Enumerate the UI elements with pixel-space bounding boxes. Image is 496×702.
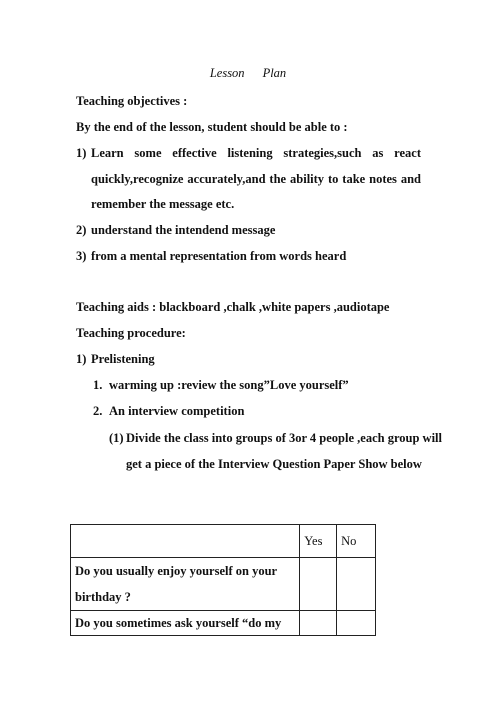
objective-1-line-2: quickly,recognize accurately,and the ability to take notes and <box>91 172 421 186</box>
step-1-number: 1. <box>93 378 103 392</box>
objective-3-number: 3) <box>76 249 87 263</box>
objective-1-line-1: Learn some effective listening strategies,such as react <box>91 146 421 160</box>
yes-cell <box>300 558 337 611</box>
substep-1-number: (1) <box>109 431 124 445</box>
title-word-2: Plan <box>262 66 287 80</box>
objective-1-number: 1) <box>76 146 87 160</box>
objectives-intro: By the end of the lesson, student should be able to : <box>76 120 348 134</box>
header-yes-cell: Yes <box>300 525 337 558</box>
question-1-line-2: birthday ? <box>75 590 131 604</box>
page-title <box>0 66 496 81</box>
question-cell <box>71 558 300 611</box>
table-header-row <box>71 525 376 558</box>
step-2-number: 2. <box>93 404 103 418</box>
procedure-heading: Teaching procedure: <box>76 326 186 340</box>
objectives-heading: Teaching objectives : <box>76 94 188 108</box>
procedure-1-number: 1) <box>76 352 87 366</box>
header-no-cell: No <box>337 525 376 558</box>
header-question-cell <box>71 525 300 558</box>
question-cell <box>71 611 300 636</box>
title-word-1: Lesson <box>209 66 245 80</box>
question-1-line-1: Do you usually enjoy yourself on your <box>75 564 278 578</box>
question-2-line-1: Do you sometimes ask yourself “do my <box>75 615 282 630</box>
objective-2-text: understand the intendend message <box>91 223 276 237</box>
teaching-aids: Teaching aids : blackboard ,chalk ,white papers ,audiotape <box>76 300 390 314</box>
yes-cell <box>300 611 337 636</box>
step-1-text: warming up :review the song”Love yourself” <box>109 378 349 392</box>
table-row <box>71 558 376 611</box>
substep-1-line-1: Divide the class into groups of 3or 4 people ,each group will <box>126 431 442 445</box>
table-row <box>71 611 376 636</box>
substep-1-line-2: get a piece of the Interview Question Paper Show below <box>126 457 422 471</box>
objective-3-text: from a mental representation from words heard <box>91 249 347 263</box>
no-cell <box>337 558 376 611</box>
step-2-text: An interview competition <box>109 404 245 418</box>
no-cell <box>337 611 376 636</box>
procedure-1-label: Prelistening <box>91 352 155 366</box>
objective-2-number: 2) <box>76 223 87 237</box>
objective-1-line-3: remember the message etc. <box>91 197 235 211</box>
interview-question-table <box>70 524 376 636</box>
